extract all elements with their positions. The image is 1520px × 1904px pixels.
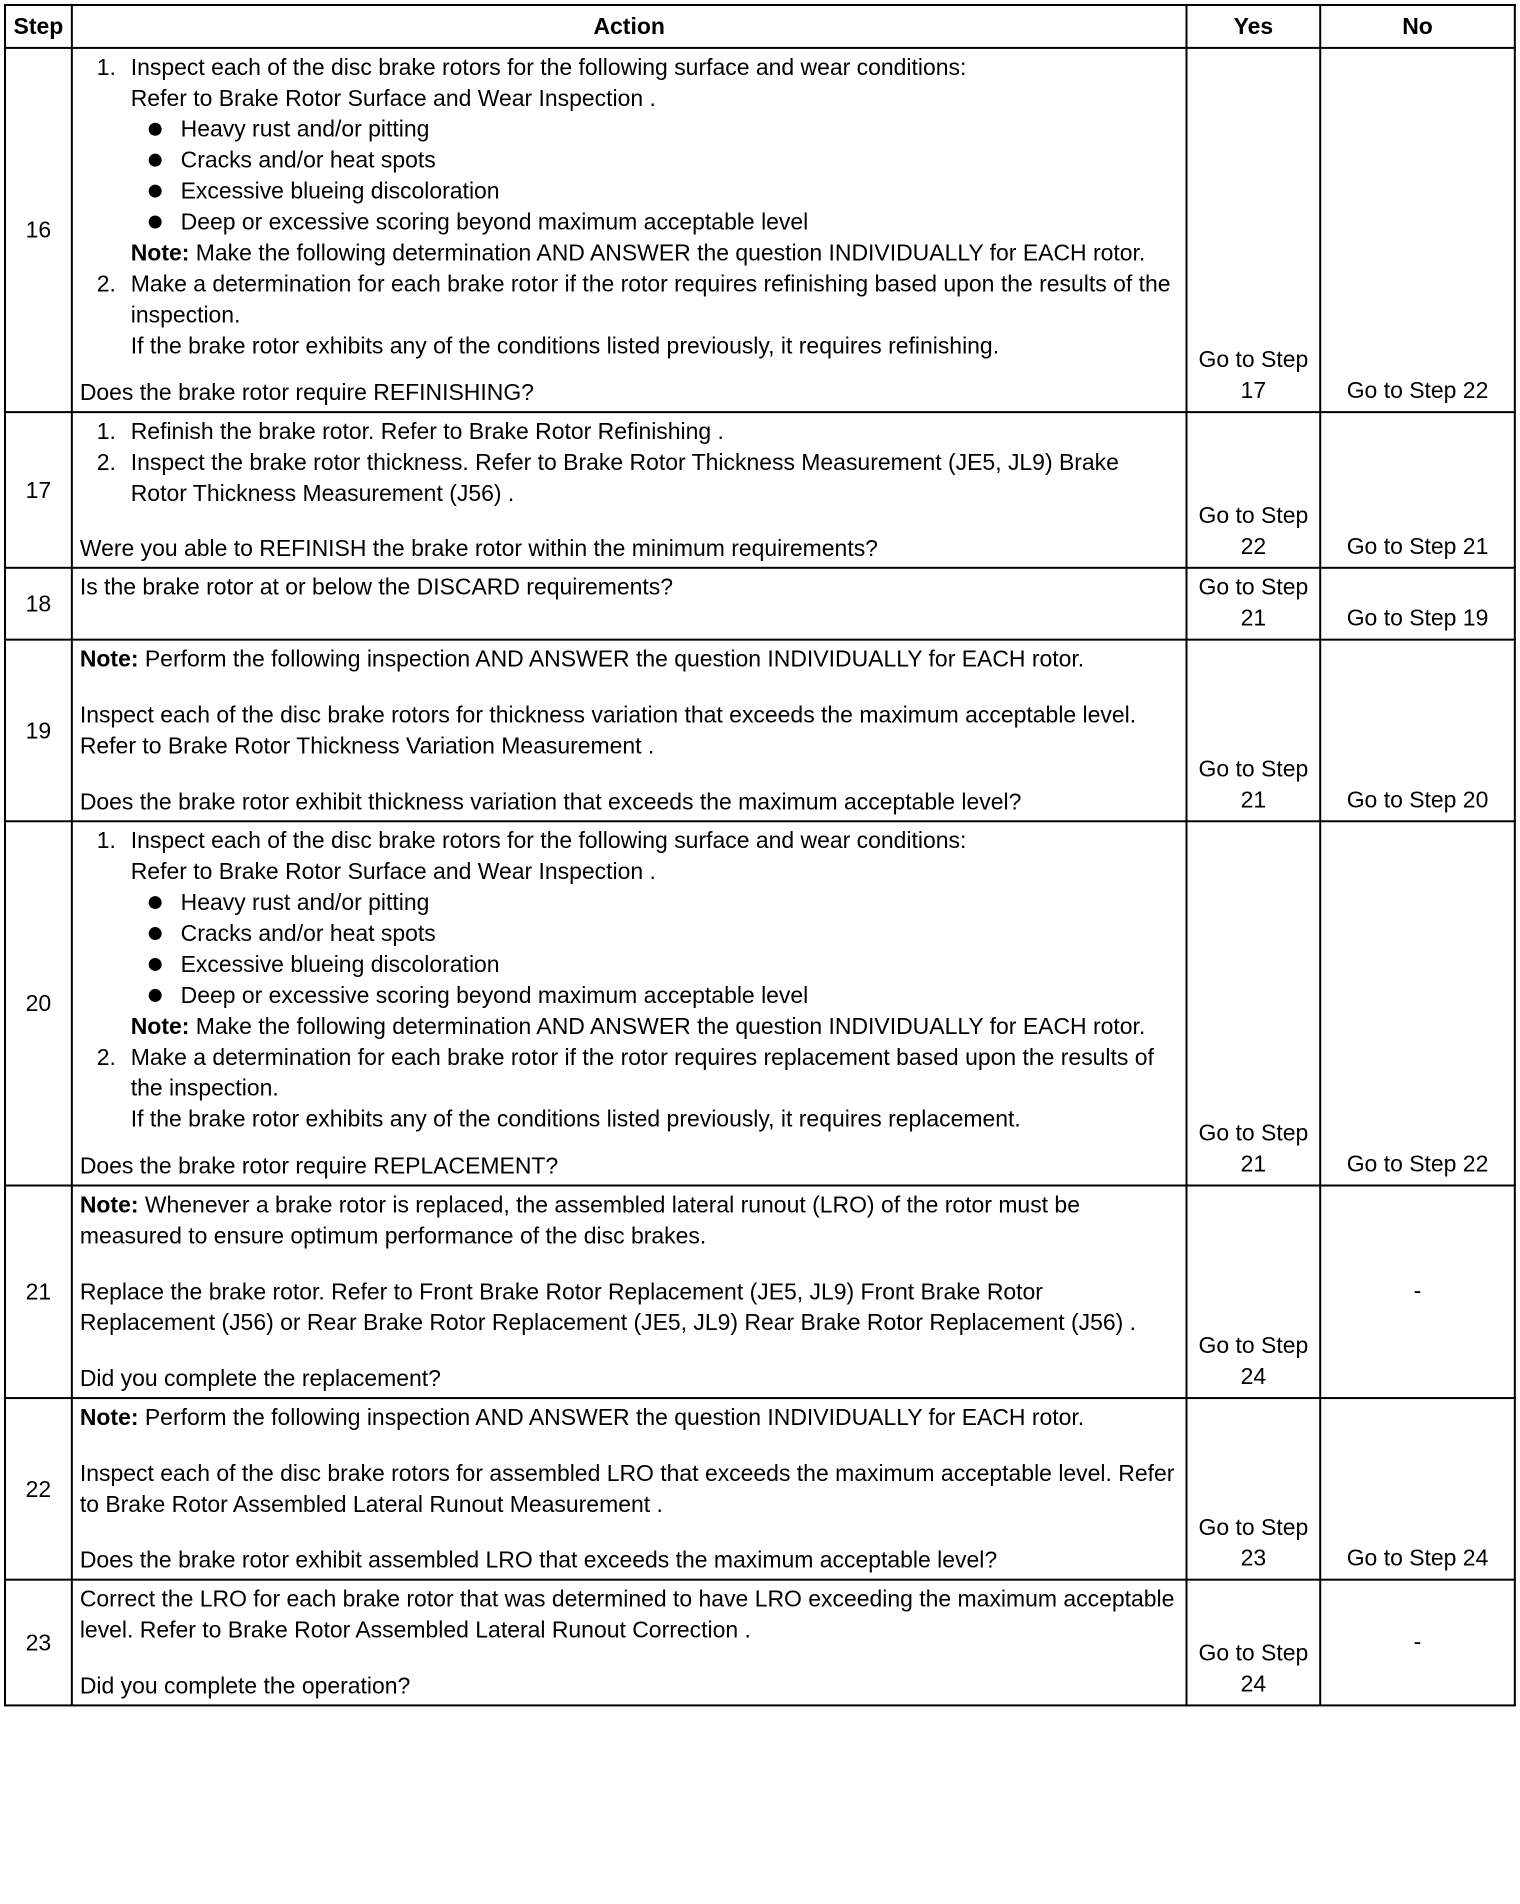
step-number: 23 [5, 1580, 72, 1706]
table-row-step-17 [5, 412, 1515, 568]
no-cell: - [1320, 1186, 1515, 1399]
table-row-step-23 [5, 1580, 1515, 1706]
list-number: 1. [96, 827, 116, 854]
note-label: Note: [79, 1404, 139, 1430]
action-cell [72, 640, 1187, 822]
no-cell: Go to Step 19 [1320, 568, 1515, 640]
table-row-step-18 [5, 568, 1515, 640]
bullet-item: Cracks and/or heat spots [131, 145, 1179, 176]
determination-text: Make a determination for each brake rotor if the rotor requires replacement based upon the results of the inspection. [130, 1043, 1154, 1101]
question-text: Does the brake rotor require REPLACEMENT? [79, 1152, 559, 1179]
yes-cell: Go to Step 23 [1187, 1398, 1321, 1580]
action-cell [72, 821, 1187, 1185]
diagnostic-table [4, 4, 1516, 1706]
action-cell [72, 1580, 1187, 1706]
bullet-list [131, 114, 1179, 238]
yes-cell: Go to Step 21 [1187, 568, 1321, 640]
note-text: Perform the following inspection AND ANSWER the question INDIVIDUALLY for EACH rotor. [144, 645, 1085, 672]
yes-cell: Go to Step 21 [1187, 640, 1321, 822]
bullet-list [131, 887, 1179, 1011]
note [80, 1402, 1179, 1433]
bullet-item: Excessive blueing discoloration [131, 176, 1179, 207]
condition-text: If the brake rotor exhibits any of the conditions listed previously, it requires refinishing. [130, 332, 1000, 359]
body-text: Inspect each of the disc brake rotors for thickness variation that exceeds the maximum acceptable level. Refer to Brake Rotor Thickness Variation Measurement . [79, 701, 1137, 759]
step-number: 20 [5, 821, 72, 1185]
note [80, 644, 1179, 675]
list-item [80, 825, 1179, 1042]
step-number: 21 [5, 1186, 72, 1399]
list-number: 1. [96, 53, 116, 80]
list-item [80, 268, 1179, 361]
body-text: Inspect each of the disc brake rotors for assembled LRO that exceeds the maximum acceptable level. Refer to Brake Rotor Assembled Lateral Runout Measurement . [79, 1459, 1175, 1517]
list-item [80, 52, 1179, 269]
bullet-item: Cracks and/or heat spots [131, 918, 1179, 949]
note-label: Note: [79, 1191, 139, 1218]
no-cell: Go to Step 22 [1320, 48, 1515, 412]
list-item [80, 1042, 1179, 1135]
body-text: Correct the LRO for each brake rotor that was determined to have LRO exceeding the maximum acceptable level. Refer to Brake Rotor Assembled Lateral Runout Correction . [79, 1585, 1175, 1643]
bullet-item: Excessive blueing discoloration [131, 949, 1179, 980]
item-text: Refinish the brake rotor. Refer to Brake Rotor Refinishing . [130, 418, 724, 445]
bullet-item: Deep or excessive scoring beyond maximum acceptable level [131, 207, 1179, 238]
question-text: Did you complete the operation? [79, 1672, 411, 1699]
no-cell: Go to Step 24 [1320, 1398, 1515, 1580]
note-label: Note: [130, 239, 190, 266]
list-number: 2. [96, 1043, 116, 1070]
item-text: Inspect the brake rotor thickness. Refer to Brake Rotor Thickness Measurement (JE5, JL9) Brake Rotor Thickness Measurement (J56) . [130, 449, 1119, 506]
table-row-step-19 [5, 640, 1515, 822]
list-item [80, 416, 1179, 447]
list-number: 2. [96, 270, 116, 297]
question-text: Did you complete the replacement? [79, 1365, 441, 1392]
step-number: 17 [5, 412, 72, 568]
header-row [5, 5, 1515, 48]
table-row-step-22 [5, 1398, 1515, 1580]
no-cell: Go to Step 20 [1320, 640, 1515, 822]
no-cell: - [1320, 1580, 1515, 1706]
step-number: 19 [5, 640, 72, 822]
numbered-list [80, 416, 1179, 509]
note-text: Whenever a brake rotor is replaced, the assembled lateral runout (LRO) of the rotor must be measured to ensure optimum performance of the disc brakes. [79, 1191, 1080, 1249]
numbered-list [80, 52, 1179, 361]
header-action: Action [72, 5, 1187, 48]
question-text: Does the brake rotor exhibit assembled LRO that exceeds the maximum acceptable level? [79, 1546, 998, 1573]
action-cell [72, 412, 1187, 568]
step-number: 18 [5, 568, 72, 640]
action-cell [72, 568, 1187, 640]
refer-text: Refer to Brake Rotor Surface and Wear Inspection . [130, 84, 656, 111]
bullet-item: Heavy rust and/or pitting [131, 114, 1179, 145]
action-cell [72, 48, 1187, 412]
step-number: 16 [5, 48, 72, 412]
note [131, 238, 1179, 269]
no-cell: Go to Step 22 [1320, 821, 1515, 1185]
header-no: No [1320, 5, 1515, 48]
note-text: Make the following determination AND ANSWER the question INDIVIDUALLY for EACH rotor. [195, 239, 1146, 266]
header-step: Step [5, 5, 72, 48]
list-number: 2. [96, 449, 116, 475]
note-label: Note: [130, 1012, 190, 1039]
bullet-item: Deep or excessive scoring beyond maximum acceptable level [131, 980, 1179, 1011]
header-yes: Yes [1187, 5, 1321, 48]
condition-text: If the brake rotor exhibits any of the conditions listed previously, it requires replacement. [130, 1105, 1021, 1132]
list-item [80, 447, 1179, 509]
question-text: Were you able to REFINISH the brake rotor within the minimum requirements? [79, 534, 878, 561]
yes-cell: Go to Step 22 [1187, 412, 1321, 568]
action-cell [72, 1186, 1187, 1399]
action-cell [72, 1398, 1187, 1580]
question-text: Is the brake rotor at or below the DISCARD requirements? [79, 573, 674, 600]
refer-text: Refer to Brake Rotor Surface and Wear Inspection . [130, 858, 656, 885]
note-label: Note: [79, 645, 139, 672]
inspect-text: Inspect each of the disc brake rotors for the following surface and wear conditions: [130, 53, 967, 80]
table-row-step-16 [5, 48, 1515, 412]
note [131, 1011, 1179, 1042]
yes-cell: Go to Step 24 [1187, 1186, 1321, 1399]
yes-cell: Go to Step 24 [1187, 1580, 1321, 1706]
table-row-step-20 [5, 821, 1515, 1185]
no-cell: Go to Step 21 [1320, 412, 1515, 568]
determination-text: Make a determination for each brake rotor if the rotor requires refinishing based upon the results of the inspection. [130, 270, 1171, 328]
step-number: 22 [5, 1398, 72, 1580]
note-text: Perform the following inspection AND ANSWER the question INDIVIDUALLY for EACH rotor. [144, 1404, 1085, 1430]
list-number: 1. [96, 418, 116, 445]
bullet-item: Heavy rust and/or pitting [131, 887, 1179, 918]
note-text: Make the following determination AND ANSWER the question INDIVIDUALLY for EACH rotor. [195, 1012, 1146, 1039]
note [80, 1189, 1179, 1251]
question-text: Does the brake rotor require REFINISHING? [79, 379, 534, 406]
question-text: Does the brake rotor exhibit thickness variation that exceeds the maximum acceptable level? [79, 788, 1022, 815]
numbered-list [80, 825, 1179, 1134]
table-row-step-21 [5, 1186, 1515, 1399]
inspect-text: Inspect each of the disc brake rotors for the following surface and wear conditions: [130, 827, 967, 854]
yes-cell: Go to Step 17 [1187, 48, 1321, 412]
body-text: Replace the brake rotor. Refer to Front Brake Rotor Replacement (JE5, JL9) Front Brake Rotor Replacement (J56) or Rear Brake Rotor Replacement (JE5, JL9) Rear Brake Rotor Replacement (J56) . [79, 1278, 1137, 1336]
yes-cell: Go to Step 21 [1187, 821, 1321, 1185]
